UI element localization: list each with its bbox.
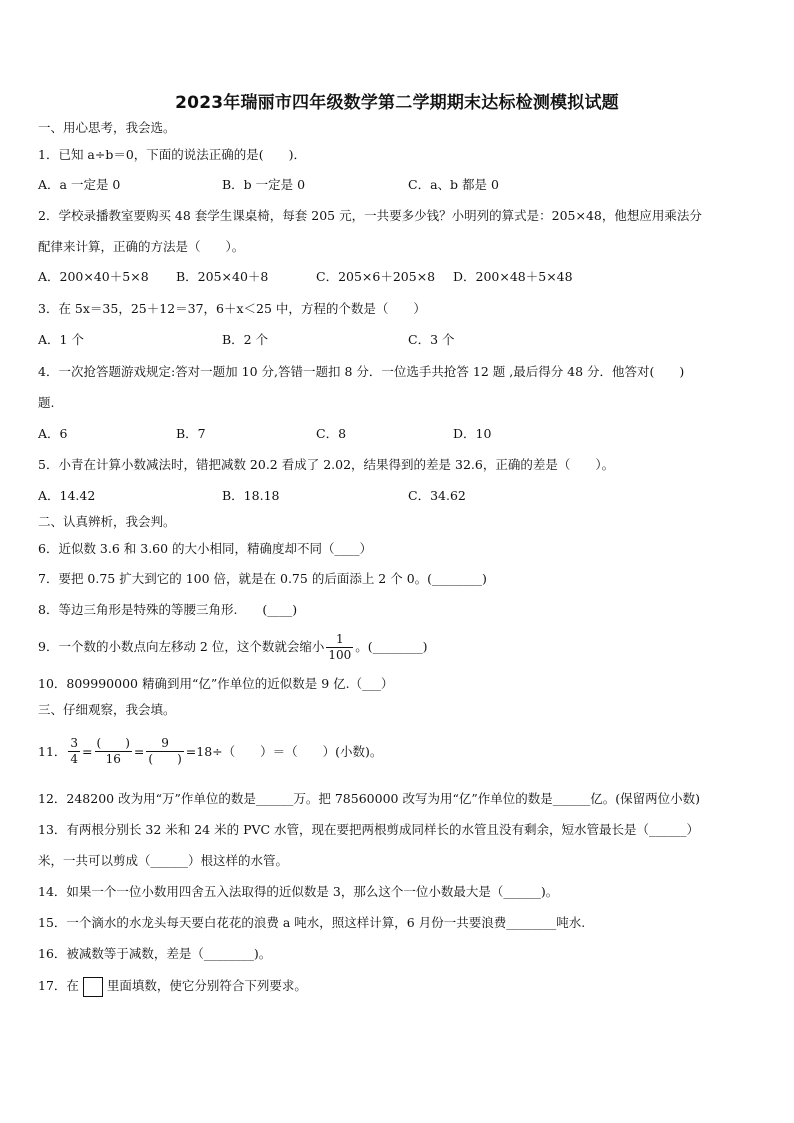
fraction-denominator: 16 [105, 752, 121, 766]
fraction-numerator: 1 [326, 632, 353, 648]
option-c: C．3 个 [408, 332, 455, 347]
question-15: 15．一个滴水的水龙头每天要白花花的浪费 a 吨水，照这样计算，6 月份一共要浪费________吨水. [38, 915, 586, 930]
option-a: A．a 一定是 0 [38, 177, 121, 192]
blank-square-box [83, 977, 103, 997]
fraction-1-100 [326, 632, 353, 663]
question-9-blank: 。(________) [355, 639, 428, 654]
question-4-line-2: 题. [38, 395, 55, 410]
question-4-line-1: 4．一次抢答题游戏规定:答对一题加 10 分,答错一题扣 8 分．一位选手共抢答 12 题 ,最后得分 48 分．他答对( ) [38, 364, 685, 379]
question-12: 12．248200 改为用“万”作单位的数是______万。把 78560000 改写为用“亿”作单位的数是______亿。(保留两位小数) [38, 791, 700, 806]
question-9-text: 9．一个数的小数点向左移动 2 位，这个数就会缩小 [38, 639, 325, 654]
option-c: C．34.62 [408, 488, 466, 503]
fraction-denominator: 100 [328, 648, 352, 662]
question-2-line-1: 2．学校录播教室要购买 48 套学生课桌椅，每套 205 元，一共要多少钱？小明列的算式是：205×48，他想应用乘法分 [38, 208, 702, 223]
question-11-tail: =18÷（ ）＝（ ）(小数)。 [185, 743, 383, 759]
section-heading-1: 一、用心思考，我会选。 [38, 120, 176, 135]
question-14: 14．如果一个一位小数用四舍五入法取得的近似数是 3，那么这个一位小数最大是（______)。 [38, 884, 559, 899]
fraction-numerator: 9 [146, 736, 183, 752]
option-c: C．205×6＋205×8 [316, 269, 436, 284]
fraction-3-4 [68, 736, 80, 767]
question-17 [38, 975, 307, 997]
option-b: B．2 个 [222, 332, 269, 347]
option-c: C．a、b 都是 0 [408, 177, 499, 192]
option-a: A．200×40＋5×8 [38, 269, 149, 284]
question-6: 6．近似数 3.6 和 3.60 的大小相同，精确度却不同（____） [38, 541, 373, 556]
page-title: 2023年瑞丽市四年级数学第二学期期末达标检测模拟试题 [175, 93, 619, 113]
option-d: D．10 [453, 426, 492, 441]
question-17-label: 17．在 [38, 978, 79, 993]
question-9 [38, 630, 428, 664]
option-a: A．14.42 [38, 488, 96, 503]
option-b: B．205×40＋8 [176, 269, 269, 284]
question-10: 10．809990000 精确到用“亿”作单位的近似数是 9 亿.（___） [38, 676, 394, 691]
option-a: A．1 个 [38, 332, 84, 347]
fraction-blank-16 [95, 736, 132, 767]
fraction-denominator: 4 [70, 752, 79, 766]
question-11-label: 11． [38, 743, 67, 759]
option-d: D．200×48＋5×48 [453, 269, 573, 284]
option-c: C．8 [316, 426, 347, 441]
question-11 [38, 731, 382, 772]
question-2-line-2: 配律来计算，正确的方法是（ ）。 [38, 239, 245, 254]
question-8: 8．等边三角形是特殊的等腰三角形. (____) [38, 602, 298, 617]
equals-sign: = [133, 743, 145, 759]
question-16: 16．被减数等于减数，差是（________)。 [38, 946, 272, 961]
question-1: 1．已知 a÷b＝0，下面的说法正确的是( )． [38, 147, 307, 162]
option-b: B．7 [176, 426, 206, 441]
question-3: 3．在 5x＝35，25＋12＝37，6＋x＜25 中，方程的个数是（ ） [38, 301, 426, 316]
question-13-line-2: 米，一共可以剪成（______）根这样的水管。 [38, 853, 289, 868]
option-b: B．b 一定是 0 [222, 177, 306, 192]
fraction-numerator: ( ) [96, 736, 130, 750]
section-heading-3: 三、仔细观察，我会填。 [38, 702, 176, 717]
question-5: 5．小青在计算小数减法时，错把减数 20.2 看成了 2.02，结果得到的差是 32.6，正确的差是（ ）。 [38, 457, 615, 472]
option-b: B．18.18 [222, 488, 280, 503]
fraction-9-blank [146, 736, 183, 767]
question-13-line-1: 13．有两根分别长 32 米和 24 米的 PVC 水管，现在要把两根剪成同样长的水管且没有剩余，短水管最长是（______） [38, 822, 700, 837]
question-7: 7．要把 0.75 扩大到它的 100 倍，就是在 0.75 的后面添上 2 个 0。(________) [38, 571, 487, 586]
equals-sign: = [82, 743, 93, 759]
fraction-denominator: ( ) [148, 752, 182, 766]
option-a: A．6 [38, 426, 68, 441]
section-heading-2: 二、认真辨析，我会判。 [38, 514, 176, 529]
question-17-text: 里面填数，使它分别符合下列要求。 [106, 978, 307, 993]
fraction-numerator: 3 [70, 736, 79, 750]
